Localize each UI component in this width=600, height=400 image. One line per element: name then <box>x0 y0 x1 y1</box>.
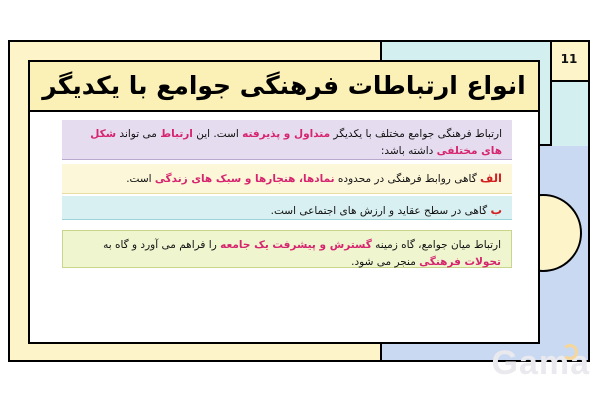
item-text: را فراهم می آورد و گاه به <box>103 239 221 251</box>
item-text: است. <box>126 173 155 185</box>
item-highlight: گسترش و پیشرفت یک جامعه <box>220 239 372 251</box>
item-highlight: ارتباط <box>160 128 193 140</box>
item-text: ارتباط فرهنگی جوامع مختلف با یکدیگر <box>330 128 502 140</box>
text-item-alef <box>62 164 512 194</box>
text-item-be <box>62 196 512 220</box>
item-highlight: شکل های مختلفی <box>90 128 502 157</box>
watermark-logo: Gama <box>491 344 590 382</box>
watermark-swoosh-icon <box>562 344 578 360</box>
item-text: منجر می شود. <box>351 256 420 268</box>
item-text: می تواند <box>116 128 161 140</box>
item-marker: ب <box>490 203 502 217</box>
item-highlight: تحولات فرهنگی <box>419 256 501 268</box>
item-highlight: نمادها، هنجارها و سبک های زندگی <box>154 173 335 185</box>
item-text: است. این <box>192 128 243 140</box>
item-text: گاهی روابط فرهنگی در محدوده <box>334 173 481 185</box>
slide-number: 11 <box>560 52 578 66</box>
text-item-conclusion <box>62 230 512 268</box>
item-text: ارتباط میان جوامع، گاه زمینه <box>371 239 501 251</box>
slide-title: انواع ارتباطات فرهنگی جوامع با یکدیگر <box>42 71 526 100</box>
item-text: داشته باشد: <box>380 145 437 157</box>
right-teal-strip <box>550 82 588 146</box>
item-marker: الف <box>480 171 502 185</box>
item-text: گاهی در سطح عقاید و ارزش های اجتماعی است. <box>270 205 491 217</box>
item-highlight: متداول و پذیرفته <box>242 128 331 140</box>
text-item-intro <box>62 120 512 160</box>
